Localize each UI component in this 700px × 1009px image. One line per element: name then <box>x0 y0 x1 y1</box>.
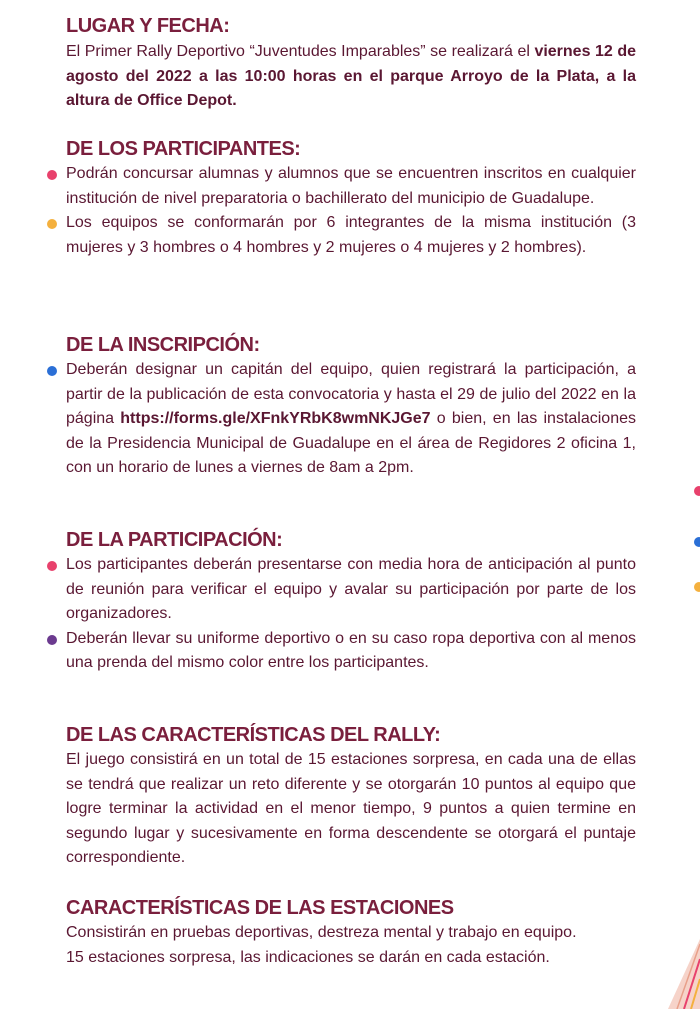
section-title: DE LA INSCRIPCIÓN: <box>66 334 260 356</box>
item-text <box>66 358 636 481</box>
lugar-date-bold: viernes 12 de agosto del 2022 a las 10:00 horas en el parque Arroyo de la Plata, a la altura de Office Depot. <box>66 43 636 109</box>
list-item <box>66 162 636 211</box>
list-item <box>66 358 636 481</box>
pink-decorative-dot-icon <box>694 486 700 496</box>
section-caracteristicas-rally <box>66 723 636 871</box>
list-item <box>66 211 636 260</box>
inscripcion-text-2: o bien, en las instalaciones de la Presidencia Municipal de Guadalupe en el área de Regidores 2 oficina 1, con un horario de lunes a viernes de 8am a 2pm. <box>66 410 636 476</box>
section-participacion <box>66 528 636 676</box>
item-text: Los participantes deberán presentarse con media hora de anticipación al punto de reunión para verificar el equipo y avalar su participación por parte de los organizadores. <box>66 556 636 622</box>
purple-bullet-icon <box>47 635 57 645</box>
pink-bullet-icon <box>47 170 57 180</box>
decorative-stripes-icon <box>664 939 700 1009</box>
section-title: DE LA PARTICIPACIÓN: <box>66 529 283 551</box>
blue-decorative-dot-icon <box>694 537 700 547</box>
item-text: Los equipos se conformarán por 6 integrantes de la misma institución (3 mujeres y 3 hombres o 4 hombres y 2 mujeres o 4 mujeres y 2 hombres). <box>66 214 636 256</box>
yellow-bullet-icon <box>47 219 57 229</box>
section-participantes <box>66 137 636 260</box>
section-title: DE LAS CARACTERÍSTICAS DEL RALLY: <box>66 724 441 746</box>
section-title: DE LOS PARTICIPANTES: <box>66 138 301 160</box>
inscripcion-text: Deberán designar un capitán del equipo, quien registrará la participación, a partir de la publicación de esta convocatoria y hasta el 29 de julio del 2022 en la página <box>66 361 636 427</box>
section-inscripcion <box>66 333 636 481</box>
section-title: LUGAR Y FECHA: <box>66 15 230 37</box>
yellow-decorative-dot-icon <box>694 582 700 592</box>
section-estaciones <box>66 896 636 970</box>
section-text: Consistirán en pruebas deportivas, destreza mental y trabajo en equipo. <box>66 924 577 941</box>
section-text: El juego consistirá en un total de 15 estaciones sorpresa, en cada una de ellas se tendrá que realizar un reto diferente y se otorgarán 10 puntos al equipo que logre terminar la actividad en el menor tiempo, 9 puntos a quien termine en segundo lugar y sucesivamente en forma descendente se otorgará el puntaje correspondiente. <box>66 751 636 866</box>
lugar-text: El Primer Rally Deportivo “Juventudes Imparables” se realizará el <box>66 43 530 60</box>
section-title: CARACTERÍSTICAS DE LAS ESTACIONES <box>66 897 454 919</box>
section-text-2: 15 estaciones sorpresa, las indicaciones se darán en cada estación. <box>66 948 550 966</box>
item-text: Deberán llevar su uniforme deportivo o en su caso ropa deportiva con al menos una prenda del mismo color entre los participantes. <box>66 629 636 671</box>
pink-bullet-icon <box>47 561 57 571</box>
item-text: Podrán concursar alumnas y alumnos que se encuentren inscritos en cualquier institución de nivel preparatoria o bachillerato del municipio de Guadalupe. <box>66 165 636 207</box>
section-text <box>66 40 636 114</box>
list-item <box>66 627 636 676</box>
list-item <box>66 553 636 627</box>
blue-bullet-icon <box>47 366 57 376</box>
section-lugar-fecha <box>66 14 636 114</box>
registration-link[interactable]: https://forms.gle/XFnkYRbK8wmNKJGe7 <box>120 410 431 427</box>
